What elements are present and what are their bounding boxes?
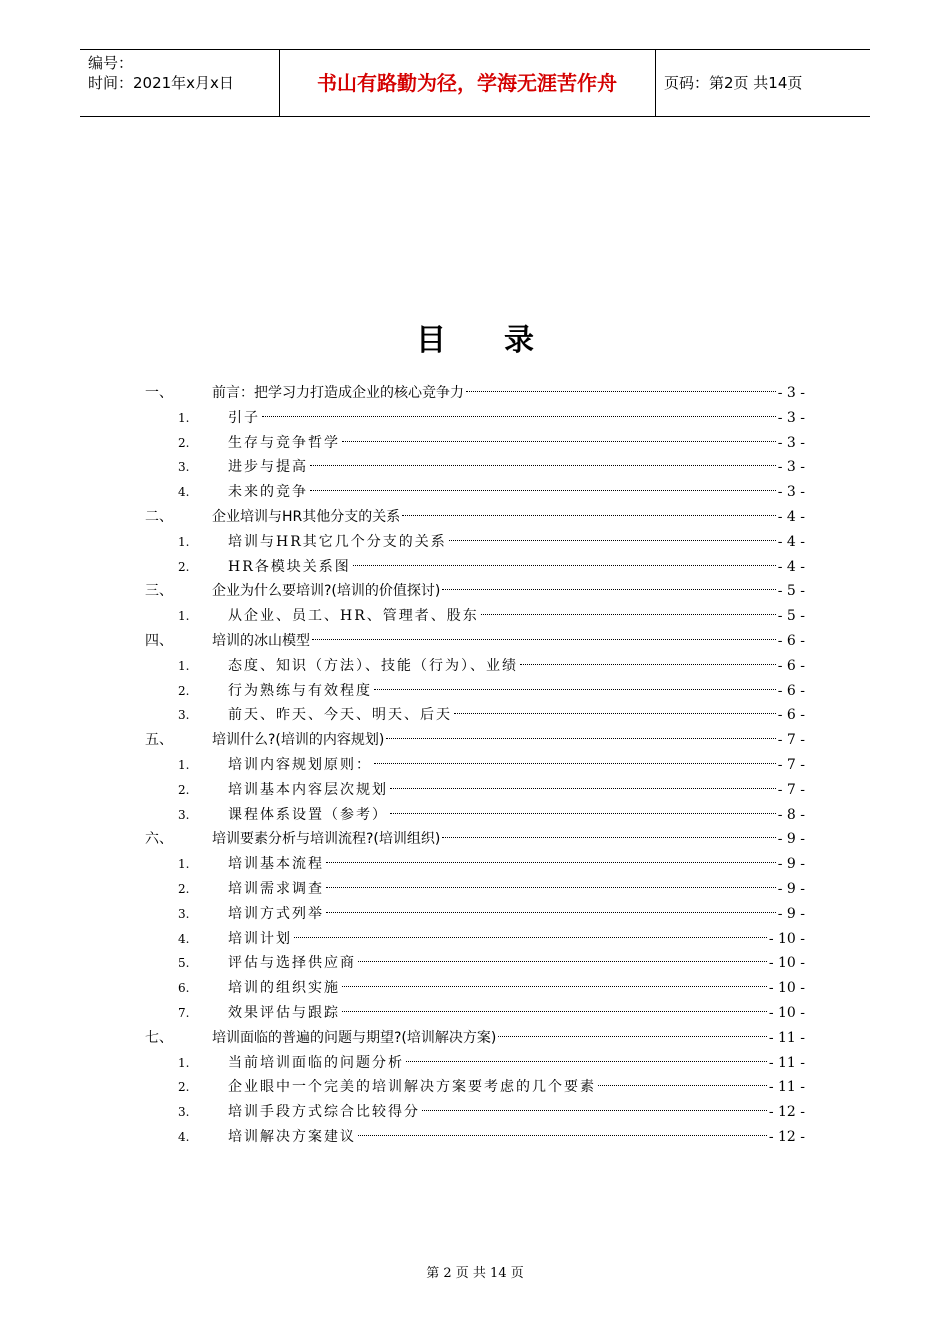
toc-dot-leader xyxy=(310,455,776,466)
toc-dot-leader xyxy=(390,803,776,814)
toc-entry-text: 行为熟练与有效程度 xyxy=(228,682,372,699)
header-meta xyxy=(88,53,234,93)
toc-subsection-entry[interactable] xyxy=(0,852,950,876)
toc-entry-page: - 7 - xyxy=(777,732,805,749)
toc-entry-text: 培训解决方案建议 xyxy=(228,1129,356,1145)
toc-subsection-entry[interactable] xyxy=(0,530,950,554)
toc-entry-text: 培训的冰山模型 xyxy=(212,633,310,649)
document-number-label: 编号： xyxy=(88,54,134,72)
toc-entry-text: 培训手段方式综合比较得分 xyxy=(228,1104,420,1121)
toc-entry-number: 1. xyxy=(178,658,190,673)
toc-entry-number: 2. xyxy=(178,782,190,797)
toc-entry-page: - 4 - xyxy=(777,533,805,550)
toc-subsection-entry[interactable] xyxy=(0,654,950,678)
toc-entry-page: - 6 - xyxy=(777,657,805,674)
toc-entry-text: 培训基本内容层次规划 xyxy=(228,781,388,798)
toc-entry-line xyxy=(228,431,805,455)
toc-entry-number: 7. xyxy=(178,1006,190,1020)
toc-entry-line xyxy=(228,976,805,1000)
toc-entry-line xyxy=(228,555,805,579)
toc-subsection-entry[interactable] xyxy=(0,927,950,951)
toc-entry-page: - 7 - xyxy=(777,781,805,798)
toc-entry-text: 培训内容规划原则： xyxy=(228,757,372,773)
toc-entry-line xyxy=(228,902,805,926)
toc-subsection-entry[interactable] xyxy=(0,679,950,703)
toc-entry-line xyxy=(228,927,805,951)
header-page-label: 页码：第2页 共14页 xyxy=(664,74,803,92)
toc-entry-page: - 6 - xyxy=(777,633,805,649)
toc-entry-text: 生存与竞争哲学 xyxy=(228,434,340,451)
toc-dot-leader xyxy=(481,604,776,615)
toc-entry-line xyxy=(228,679,805,703)
toc-entry-text: 培训基本流程 xyxy=(228,856,324,873)
toc-entry-number: 4. xyxy=(178,485,190,500)
toc-entry-line xyxy=(228,852,805,876)
toc-entry-line xyxy=(212,728,805,752)
toc-entry-text: HR各模块关系图 xyxy=(228,558,351,575)
toc-subsection-entry[interactable] xyxy=(0,455,950,479)
toc-entry-page: - 3 - xyxy=(777,385,805,401)
toc-subsection-entry[interactable] xyxy=(0,1075,950,1099)
toc-entry-number: 二、 xyxy=(145,509,173,525)
toc-dot-leader xyxy=(374,679,776,690)
toc-entry-line xyxy=(212,827,805,851)
toc-dot-leader xyxy=(294,927,767,938)
toc-entry-page: - 12 - xyxy=(768,1129,805,1145)
toc-entry-text: 当前培训面临的问题分析 xyxy=(228,1054,404,1071)
page-footer: 第 2 页 共 14 页 xyxy=(426,1266,524,1281)
toc-entry-line xyxy=(228,455,805,479)
toc-entry-line xyxy=(228,1100,805,1124)
toc-entry-line xyxy=(212,629,805,653)
toc-entry-text: 课程体系设置（参考） xyxy=(228,806,388,823)
toc-entry-line xyxy=(228,1075,805,1099)
page-header xyxy=(80,49,870,117)
toc-dot-leader xyxy=(442,827,775,838)
toc-section-entry[interactable] xyxy=(0,728,950,752)
toc-subsection-entry[interactable] xyxy=(0,1100,950,1124)
toc-section-entry[interactable] xyxy=(0,629,950,653)
toc-entry-line xyxy=(228,530,805,554)
toc-dot-leader xyxy=(358,1125,767,1136)
toc-entry-text: 培训面临的普遍的问题与期望?(培训解决方案) xyxy=(212,1029,497,1046)
toc-dot-leader xyxy=(358,951,767,962)
toc-entry-text: 企业眼中一个完美的培训解决方案要考虑的几个要素 xyxy=(228,1079,596,1096)
toc-entry-number: 6. xyxy=(178,981,190,996)
toc-dot-leader xyxy=(342,1001,767,1012)
toc-dot-leader xyxy=(402,505,775,516)
toc-subsection-entry[interactable] xyxy=(0,803,950,827)
toc-dot-leader xyxy=(454,703,776,714)
toc-dot-leader xyxy=(520,654,776,665)
toc-entry-page: - 9 - xyxy=(777,881,805,897)
toc-subsection-entry[interactable] xyxy=(0,902,950,926)
toc-subsection-entry[interactable] xyxy=(0,951,950,975)
toc-entry-page: - 9 - xyxy=(777,856,805,873)
toc-entry-number: 3. xyxy=(178,807,190,822)
toc-dot-leader xyxy=(353,555,776,566)
toc-subsection-entry[interactable] xyxy=(0,1051,950,1075)
toc-entry-text: 培训什么?(培训的内容规划) xyxy=(212,732,385,749)
toc-entry-number: 5. xyxy=(178,956,190,971)
toc-dot-leader xyxy=(326,902,776,913)
toc-entry-line xyxy=(228,703,805,727)
document-time-label: 时间：2021年x月x日 xyxy=(88,74,234,92)
toc-entry-text: 培训与HR其它几个分支的关系 xyxy=(228,533,447,550)
toc-entry-page: - 9 - xyxy=(777,831,805,848)
toc-entry-number: 1. xyxy=(178,857,190,872)
toc-entry-page: - 11 - xyxy=(768,1054,805,1071)
toc-entry-number: 1. xyxy=(178,534,190,549)
header-divider xyxy=(655,50,656,116)
toc-dot-leader xyxy=(326,877,776,888)
toc-entry-number: 七、 xyxy=(145,1029,173,1046)
toc-entry-page: - 11 - xyxy=(768,1079,805,1096)
toc-entry-text: 培训要素分析与培训流程?(培训组织) xyxy=(212,831,441,848)
toc-subsection-entry[interactable] xyxy=(0,555,950,579)
toc-dot-leader xyxy=(386,728,775,739)
toc-dot-leader xyxy=(326,852,776,863)
toc-entry-line xyxy=(228,654,805,678)
toc-dot-leader xyxy=(342,976,767,987)
toc-dot-leader xyxy=(598,1075,767,1086)
toc-subsection-entry[interactable] xyxy=(0,703,950,727)
toc-entry-line xyxy=(228,480,805,504)
toc-entry-line xyxy=(228,951,805,975)
header-motto: 书山有路勤为径，学海无涯苦作舟 xyxy=(317,71,617,95)
toc-entry-number: 1. xyxy=(178,1055,190,1070)
toc-entry-number: 2. xyxy=(178,1080,190,1095)
toc-dot-leader xyxy=(262,406,776,417)
toc-dot-leader xyxy=(406,1051,767,1062)
toc-entry-line xyxy=(228,406,805,430)
toc-subsection-entry[interactable] xyxy=(0,1125,950,1149)
toc-entry-number: 2. xyxy=(178,559,190,574)
toc-entry-text: 企业为什么要培训?(培训的价值探讨) xyxy=(212,583,441,600)
toc-subsection-entry[interactable] xyxy=(0,877,950,901)
toc-entry-line xyxy=(212,579,805,603)
toc-entry-line xyxy=(228,1125,805,1149)
toc-subsection-entry[interactable] xyxy=(0,604,950,628)
toc-dot-leader xyxy=(466,381,776,392)
toc-entry-page: - 10 - xyxy=(768,930,805,947)
toc-entry-number: 1. xyxy=(178,410,190,425)
toc-entry-line xyxy=(228,604,805,628)
toc-entry-text: 进步与提高 xyxy=(228,459,308,476)
toc-entry-number: 2. xyxy=(178,435,190,450)
toc-entry-text: 培训计划 xyxy=(228,930,292,947)
toc-entry-line xyxy=(212,1026,805,1050)
toc-entry-line xyxy=(228,877,805,901)
toc-entry-number: 3. xyxy=(178,708,190,723)
toc-entry-line xyxy=(212,505,805,529)
toc-dot-leader xyxy=(390,778,776,789)
toc-subsection-entry[interactable] xyxy=(0,976,950,1000)
toc-entry-number: 1. xyxy=(178,758,190,772)
toc-section-entry[interactable] xyxy=(0,381,950,405)
toc-entry-number: 四、 xyxy=(145,633,173,649)
toc-entry-page: - 10 - xyxy=(768,980,805,997)
toc-dot-leader xyxy=(422,1100,767,1111)
toc-section-entry[interactable] xyxy=(0,579,950,603)
toc-entry-line xyxy=(228,753,805,777)
toc-entry-line xyxy=(212,381,805,405)
toc-entry-page: - 4 - xyxy=(777,509,805,525)
toc-subsection-entry[interactable] xyxy=(0,753,950,777)
toc-entry-text: 未来的竞争 xyxy=(228,484,308,501)
toc-entry-text: 效果评估与跟踪 xyxy=(228,1005,340,1021)
toc-entry-page: - 5 - xyxy=(777,608,805,625)
toc-title: 目录 xyxy=(416,323,592,358)
toc-entry-number: 一、 xyxy=(145,385,173,401)
toc-entry-text: 前言：把学习力打造成企业的核心竞争力 xyxy=(212,385,464,401)
toc-entry-text: 评估与选择供应商 xyxy=(228,955,356,972)
toc-entry-text: 企业培训与HR其他分支的关系 xyxy=(212,509,401,525)
toc-entry-page: - 10 - xyxy=(768,1005,805,1021)
toc-entry-number: 六、 xyxy=(145,831,173,848)
toc-entry-line xyxy=(228,778,805,802)
toc-dot-leader xyxy=(498,1026,766,1037)
toc-dot-leader xyxy=(312,629,776,640)
toc-entry-line xyxy=(228,1051,805,1075)
toc-entry-number: 3. xyxy=(178,1105,190,1120)
toc-entry-page: - 11 - xyxy=(768,1029,805,1046)
toc-entry-number: 4. xyxy=(178,1130,190,1144)
toc-dot-leader xyxy=(374,753,776,764)
toc-entry-page: - 9 - xyxy=(777,905,805,922)
toc-entry-number: 3. xyxy=(178,906,190,921)
toc-section-entry[interactable] xyxy=(0,827,950,851)
toc-section-entry[interactable] xyxy=(0,505,950,529)
toc-entry-line xyxy=(228,1001,805,1025)
toc-entry-number: 2. xyxy=(178,882,190,896)
toc-section-entry[interactable] xyxy=(0,1026,950,1050)
toc-entry-page: - 5 - xyxy=(777,583,805,600)
toc-subsection-entry[interactable] xyxy=(0,406,950,430)
toc-entry-page: - 12 - xyxy=(768,1104,805,1121)
toc-entry-page: - 3 - xyxy=(777,409,805,426)
toc-entry-number: 五、 xyxy=(145,732,173,749)
toc-entry-text: 态度、知识（方法）、技能（行为）、业绩 xyxy=(228,657,518,674)
toc-entry-text: 前天、昨天、今天、明天、后天 xyxy=(228,707,452,724)
toc-dot-leader xyxy=(310,480,776,491)
toc-entry-page: - 8 - xyxy=(777,806,805,823)
toc-entry-text: 培训的组织实施 xyxy=(228,980,340,997)
toc-dot-leader xyxy=(442,579,775,590)
toc-subsection-entry[interactable] xyxy=(0,778,950,802)
toc-dot-leader xyxy=(342,431,776,442)
toc-entry-text: 培训需求调查 xyxy=(228,881,324,897)
toc-entry-page: - 6 - xyxy=(777,682,805,699)
toc-entry-number: 2. xyxy=(178,683,190,698)
toc-entry-page: - 7 - xyxy=(777,757,805,773)
toc-entry-text: 引子 xyxy=(228,409,260,426)
toc-subsection-entry[interactable] xyxy=(0,431,950,455)
toc-entry-page: - 4 - xyxy=(777,558,805,575)
toc-entry-page: - 3 - xyxy=(777,459,805,476)
toc-entry-text: 从企业、员工、HR、管理者、股东 xyxy=(228,608,479,625)
toc-entry-page: - 3 - xyxy=(777,484,805,501)
toc-entry-number: 三、 xyxy=(145,583,173,600)
toc-dot-leader xyxy=(449,530,776,541)
toc-entry-line xyxy=(228,803,805,827)
toc-entry-text: 培训方式列举 xyxy=(228,905,324,922)
toc-entry-page: - 6 - xyxy=(777,707,805,724)
toc-entry-page: - 10 - xyxy=(768,955,805,972)
toc-subsection-entry[interactable] xyxy=(0,1001,950,1025)
toc-subsection-entry[interactable] xyxy=(0,480,950,504)
toc-entry-page: - 3 - xyxy=(777,434,805,451)
toc-entry-number: 3. xyxy=(178,460,190,475)
toc-entry-number: 1. xyxy=(178,609,190,624)
toc-entry-number: 4. xyxy=(178,931,190,946)
